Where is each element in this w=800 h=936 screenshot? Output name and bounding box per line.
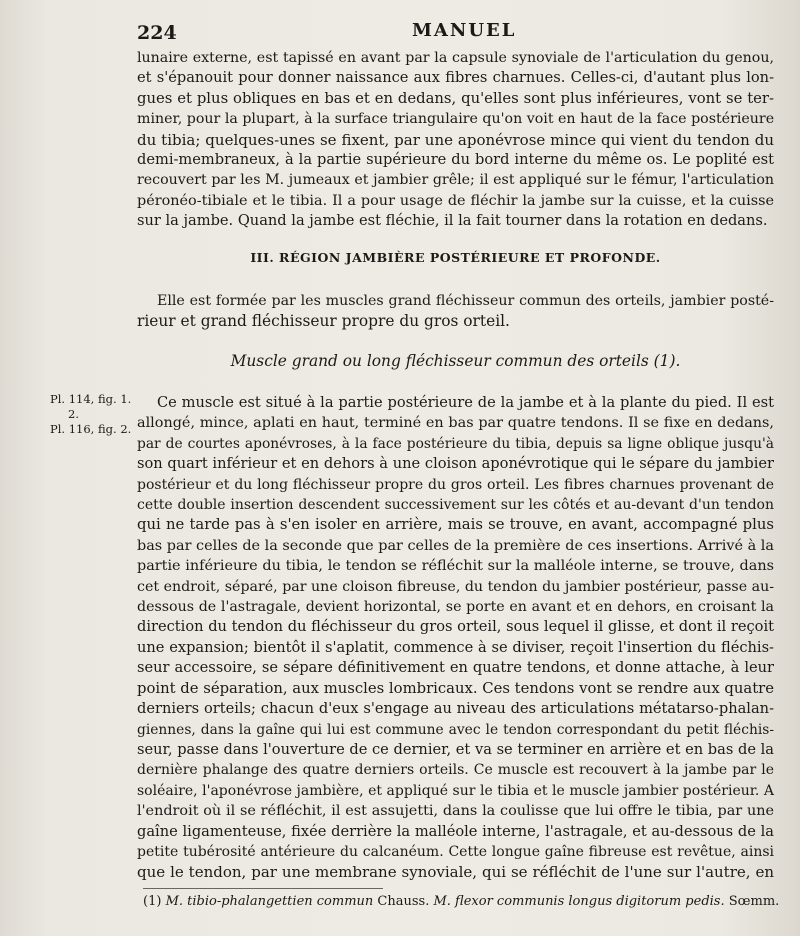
text-line: partie inférieure du tibia, le tendon se réfléchit sur la malléole interne, se trouve, dans [137, 558, 774, 575]
margin-note: Pl. 116, fig. 2. [50, 422, 132, 436]
footnote [143, 894, 780, 909]
text-line: que le tendon, par une membrane synoviale, qui se réfléchit de l'une sur l'autre, en [137, 863, 774, 882]
text-line: et s'épanouit pour donner naissance aux fibres charnues. Celles-ci, d'autant plus lon- [137, 69, 774, 87]
text-line: dernière phalange des quatre derniers orteils. Ce muscle est recouvert à la jambe par le [137, 762, 774, 779]
muscle-title: Muscle grand ou long fléchisseur commun des orteils (1). [230, 352, 681, 370]
section-heading: III. RÉGION JAMBIÈRE POSTÉRIEURE ET PROFONDE. [250, 250, 661, 265]
text-line: lunaire externe, est tapissé en avant par la capsule synoviale de l'articulation du genou, [137, 50, 774, 66]
text-line: seur, passe dans l'ouverture de ce dernier, et va se terminer en arrière et en bas de la [137, 740, 774, 758]
text-line: Ce muscle est situé à la partie postérieure de la jambe et à la plante du pied. Il est [157, 394, 774, 411]
muscle-description [137, 393, 774, 883]
text-line: péronéo-tibiale et le tibia. Il a pour usage de fléchir la jambe sur la cuisse, et la cuisse [137, 192, 774, 209]
text-line: seur accessoire, se sépare définitivement en quatre tendons, et donne attache, à leur [137, 659, 774, 677]
text-line: allongé, mince, aplati en haut, terminé en bas par quatre tendons. Il se fixe en dedans, [137, 415, 774, 432]
text-line: giennes, dans la gaîne qui lui est commune avec le tendon correspondant du petit fléchis- [137, 721, 774, 738]
text-line: petite tubérosité antérieure du calcanéum. Cette longue gaîne fibreuse est revêtue, ainsi [137, 843, 774, 860]
intro-paragraph [137, 48, 774, 232]
text-line: postérieur et du long fléchisseur propre du gros orteil. Les fibres charnues provenant de [137, 476, 774, 493]
running-head: MANUEL [412, 20, 517, 41]
text-line: demi-membraneux, à la partie supérieure du bord interne du même os. Le poplité est [137, 151, 774, 169]
text-line: dessous de l'astragale, devient horizontal, se porte en avant et en dehors, en croisant la [137, 599, 774, 616]
text-line: qui ne tarde pas à s'en isoler en arrière, mais se trouve, en avant, accompagné plus [137, 516, 774, 534]
margin-notes [50, 392, 140, 437]
text-line: cette double insertion descendent successivement sur les côtés et au-devant d'un tendon [137, 497, 774, 514]
footnote-marker: (1) [143, 894, 162, 909]
text-line: cet endroit, séparé, par une cloison fibreuse, du tendon du jambier postérieur, passe au- [137, 578, 774, 595]
text-line: point de séparation, aux muscles lombricaux. Ces tendons vont se rendre aux quatre [137, 679, 774, 697]
page-header [137, 20, 777, 50]
margin-note: 2. [68, 407, 79, 421]
text-line: recouvert par les M. jumeaux et jambier grêle; il est appliqué sur le fémur, l'articulation [137, 172, 774, 189]
text-line: gues et plus obliques en bas et en dedans, qu'elles sont plus inférieures, vont se ter- [137, 89, 774, 107]
text-line: rieur et grand fléchisseur propre du gros orteil. [137, 312, 510, 331]
text-line: l'endroit où il se réfléchit, il est assujetti, dans la coulisse que lui offre le tibia, par une [137, 803, 774, 820]
text-line: Elle est formée par les muscles grand fléchisseur commun des orteils, jambier posté- [157, 293, 774, 309]
footnote-author: Chauss. [377, 894, 430, 909]
text-line: derniers orteils; chacun d'eux s'engage au niveau des articulations métatarso-phalan- [137, 700, 774, 718]
text-line: du tibia; quelques-unes se fixent, par une aponévrose mince qui vient du tendon du [137, 130, 774, 149]
text-line: son quart inférieur et en dehors à une cloison aponévrotique qui le sépare du jambier [137, 455, 774, 473]
margin-note: Pl. 114, fig. 1. [50, 392, 132, 406]
text-line: direction du tendon du fléchisseur du gros orteil, sous lequel il glisse, et dont il reçoit [137, 618, 774, 636]
footnote-rule [143, 888, 383, 889]
text-line: miner, pour la plupart, à la surface triangulaire qu'on voit en haut de la face postérieure [137, 111, 775, 128]
footnote-synonym: M. tibio-phalangettien commun [165, 894, 374, 909]
text-line: soléaire, l'aponévrose jambière, et appliqué sur le tibia et le muscle jambier postérieur. A [137, 782, 774, 799]
text-line: par de courtes aponévroses, à la face postérieure du tibia, depuis sa ligne oblique jusqu'à [137, 435, 774, 452]
text-line: bas par celles de la seconde que par celles de la première de ces insertions. Arrivé à la [137, 537, 774, 554]
page-number: 224 [137, 22, 177, 44]
text-line: sur la jambe. Quand la jambe est fléchie, il la fait tourner dans la rotation en dedans. [137, 212, 768, 230]
text-line: une expansion; bientôt il s'aplatit, commence à se diviser, reçoit l'insertion du fléchis- [137, 638, 774, 656]
text-line: gaîne ligamenteuse, fixée derrière la malléole interne, l'astragale, et au-dessous de la [137, 822, 774, 840]
footnote-author: Sœmm. [728, 894, 780, 909]
footnote-latin-name: M. flexor communis longus digitorum pedis. [433, 894, 725, 909]
section-intro-paragraph [137, 291, 774, 332]
